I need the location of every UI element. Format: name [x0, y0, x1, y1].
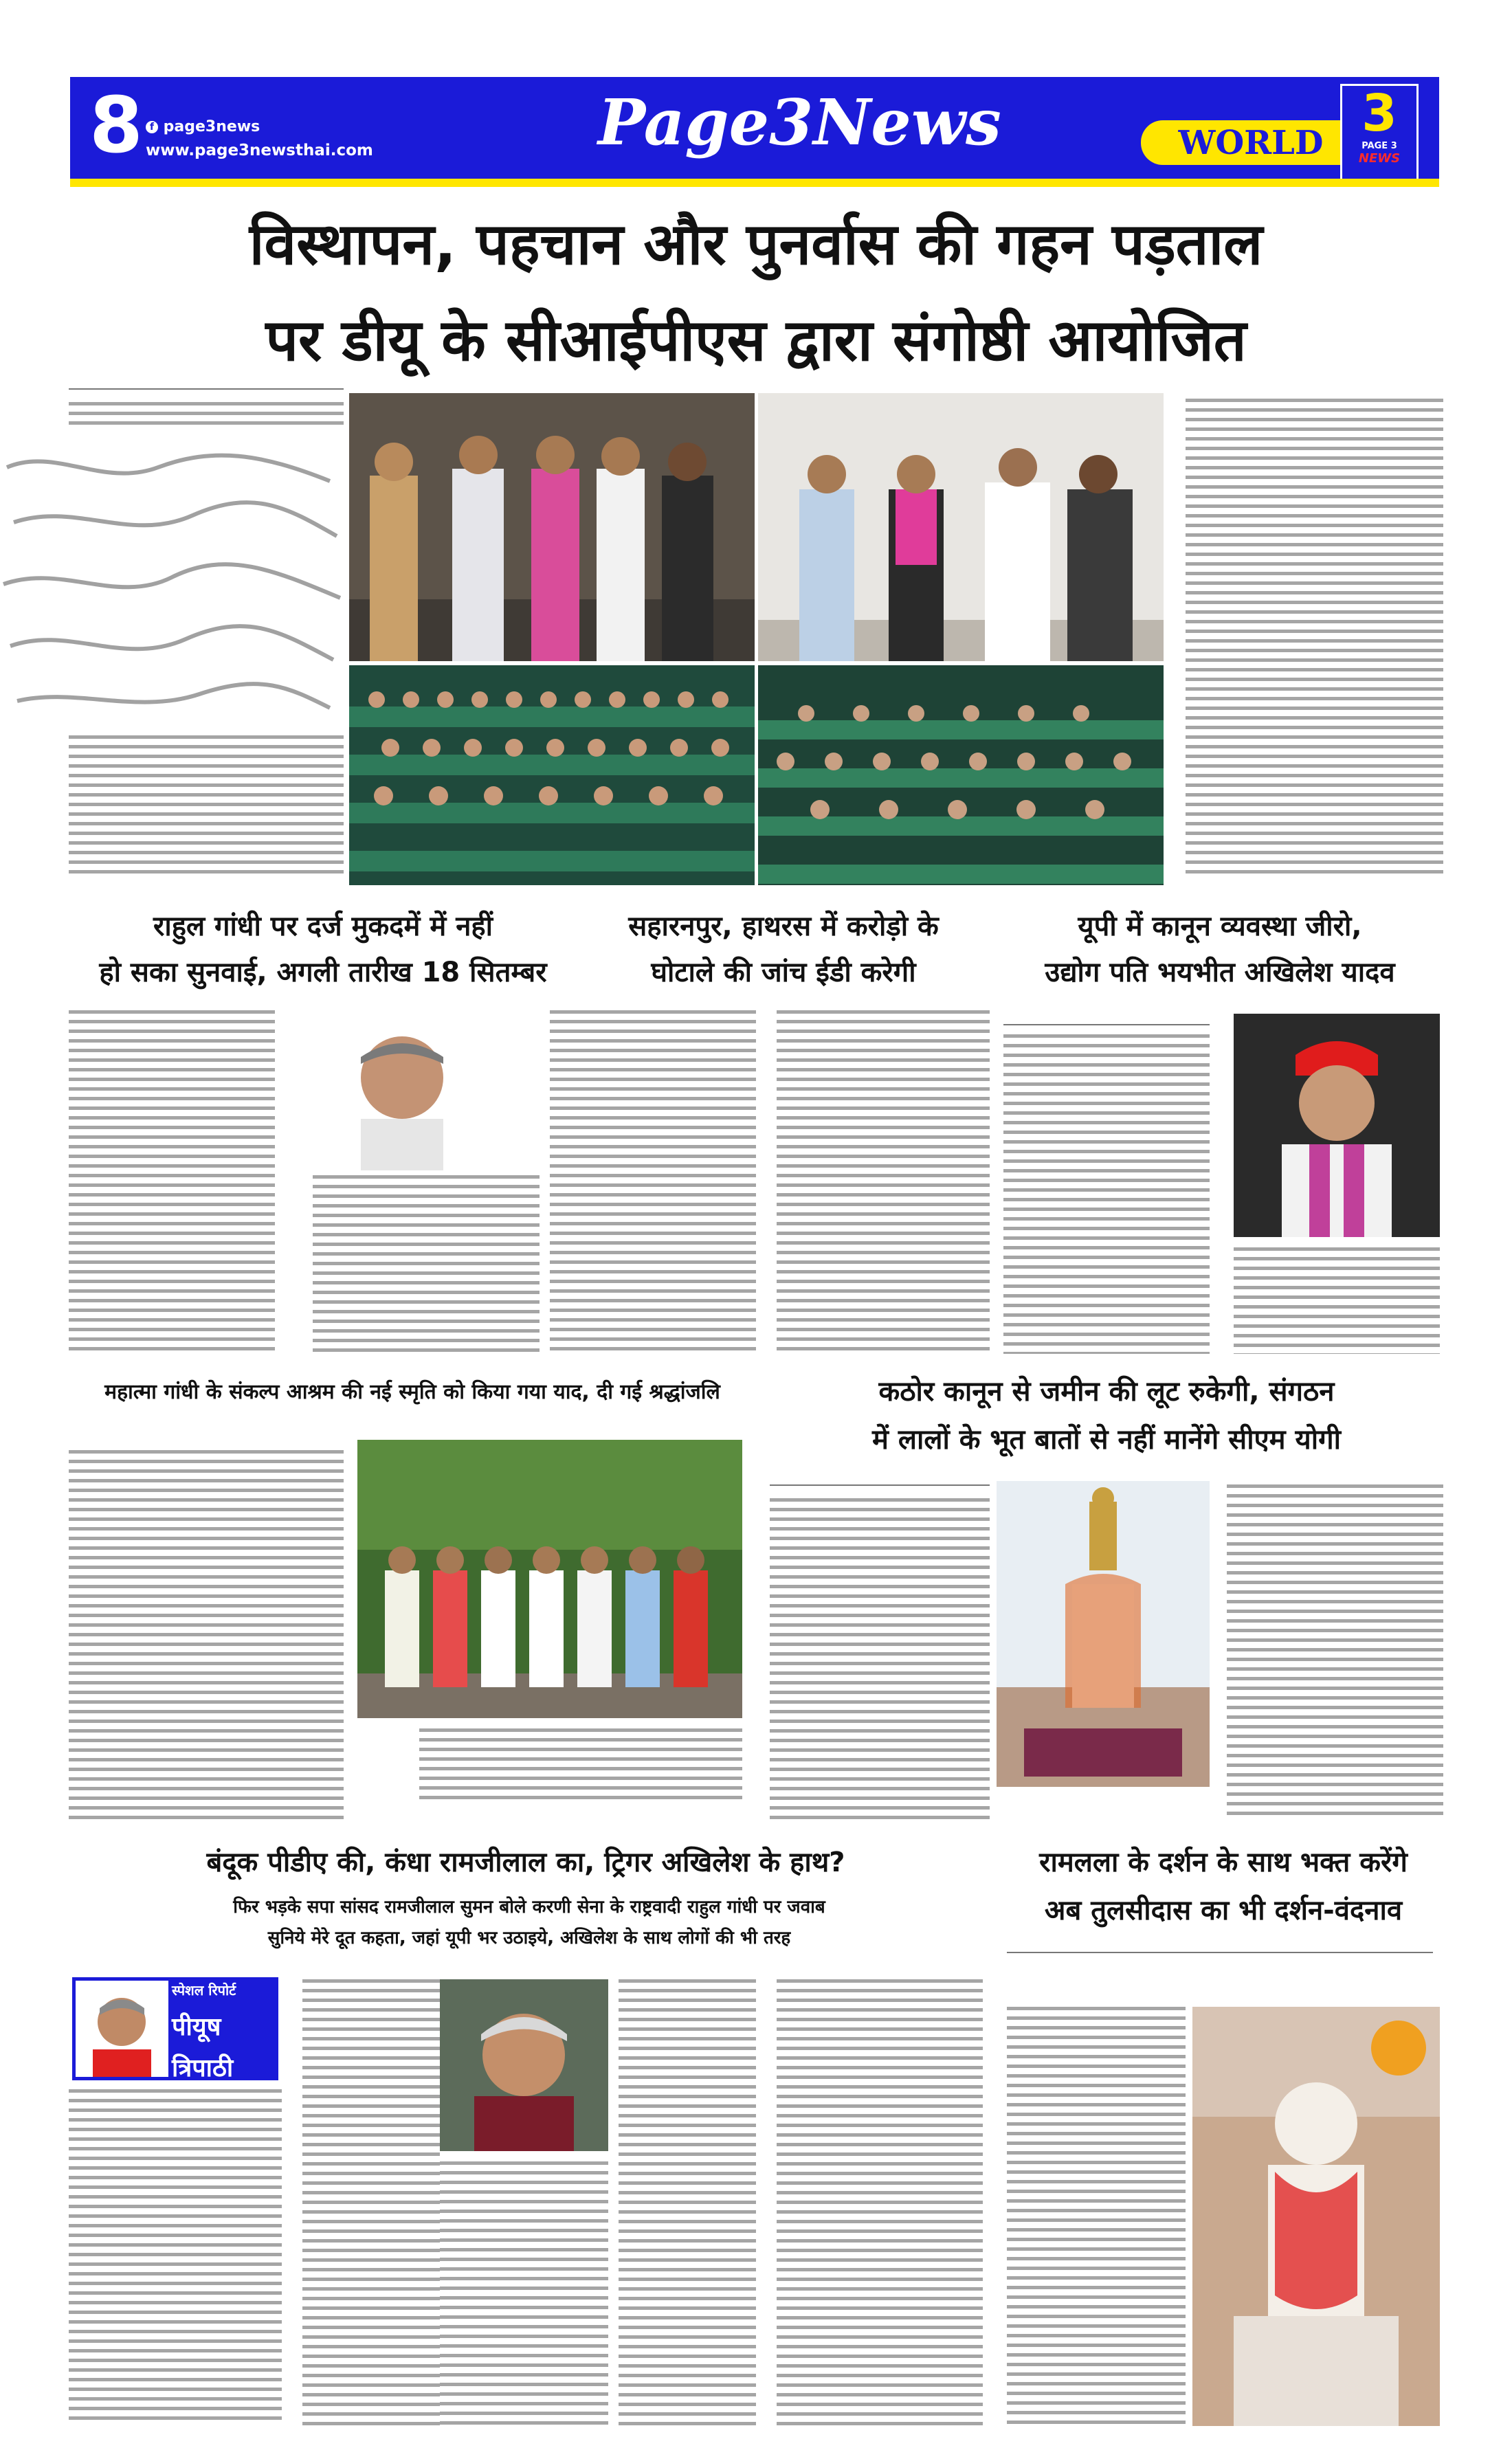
story5-headline: महात्मा गांधी के संकल्प आश्रम की नई स्मृति को किया गया याद, दी गई श्रद्धांजलि: [104, 1380, 720, 1404]
award-photo-graphic: [758, 393, 1164, 661]
logo-sub: PAGE 3: [1361, 141, 1397, 151]
column-rule: [1003, 1024, 1210, 1025]
facebook-icon: f: [146, 121, 158, 133]
story3-headline-line1: सहारनपुर, हाथरस में करोड़ो के: [628, 911, 939, 942]
story2-col2: [313, 1175, 540, 1354]
facebook-handle[interactable]: [146, 118, 260, 135]
lead-left-image-ghost: [0, 440, 344, 728]
story6-headline-line1: कठोर कानून से जमीन की लूट रुकेगी, संगठन: [878, 1376, 1335, 1407]
reporter-name: पीयूष त्रिपाठी: [172, 2013, 234, 2082]
story6-statue-photo: [997, 1481, 1210, 1787]
story7-col4: [619, 1979, 756, 2426]
logo-news: NEWS: [1358, 151, 1401, 166]
section-label: WORLD: [1178, 124, 1324, 162]
website-link[interactable]: www.page3newsthai.com: [146, 142, 373, 159]
column-rule: [69, 388, 344, 390]
audience-photo-graphic-2: [758, 665, 1164, 885]
ghost-text-graphic: [0, 440, 344, 728]
story5-group-photo: [357, 1440, 742, 1718]
masthead-logo: Page3News: [598, 85, 1001, 159]
lead-photo-3: [349, 665, 755, 885]
lead-photo-1: [349, 393, 755, 661]
story3-col1: [550, 1010, 756, 1354]
group-photo-graphic: [349, 393, 755, 661]
column-rule: [770, 1484, 990, 1486]
story3-col2: [777, 1010, 990, 1354]
story2-headline-line2: हो सका सुनवाई, अगली तारीख 18 सितम्बर: [99, 957, 547, 988]
logo-number: 3: [1361, 84, 1397, 143]
statue-photo-graphic: [997, 1481, 1210, 1787]
header-underline: [70, 179, 1439, 187]
lead-left-text: [69, 735, 344, 880]
story4-headline-line2: उद्योग पति भयभीत अखिलेश यादव: [1045, 957, 1395, 988]
page3-logo-badge: [1340, 84, 1419, 186]
special-report-label: स्पेशल रिपोर्ट: [172, 1982, 236, 1999]
story8-headline-line1: रामलला के दर्शन के साथ भक्त करेंगे: [1039, 1847, 1408, 1878]
lead-headline-line2: पर डीयू के सीआईपीएस द्वारा संगोष्ठी आयोजित: [265, 307, 1247, 374]
rahul-gandhi-photo: [313, 1016, 491, 1170]
story7-subline-2: सुनिये मेरे दूत कहता, जहां यूपी भर उठाइये, अखिलेश के साथ लोगों की भी तरह: [267, 1928, 791, 1948]
story8-col1: [1007, 2007, 1186, 2426]
lead-photo-2: [758, 393, 1164, 661]
portrait-graphic: [440, 1979, 608, 2151]
story5-caption: [419, 1728, 742, 1804]
story7-subline-1: फिर भड़के सपा सांसद रामजीलाल सुमन बोले करणी सेना के राष्ट्रवादी राहुल गांधी पर जवाब: [233, 1897, 825, 1917]
akhilesh-yadav-photo: [1234, 1014, 1440, 1237]
story7-col2: [302, 1979, 440, 2426]
story4-col1: [1003, 1034, 1210, 1354]
story7-col3: [440, 2161, 608, 2426]
lead-right-text: [1186, 399, 1443, 880]
facebook-handle-text: page3news: [163, 118, 260, 135]
reporter-photo: [76, 1981, 168, 2077]
lead-photo-4: [758, 665, 1164, 885]
portrait-graphic: [1234, 1014, 1440, 1237]
story7-col5: [777, 1979, 983, 2426]
lead-byline: [69, 402, 344, 430]
story2-headline-line1: राहुल गांधी पर दर्ज मुकदमें में नहीं: [153, 911, 493, 942]
column-rule: [1007, 1952, 1433, 1953]
audience-photo-graphic: [349, 665, 755, 885]
tulsidas-statue-photo: [1192, 2007, 1440, 2426]
story3-headline-line2: घोटाले की जांच ईडी करेगी: [651, 957, 916, 988]
group-photo-graphic: [357, 1440, 742, 1718]
story5-col1: [69, 1450, 344, 1821]
story2-col1: [69, 1010, 275, 1354]
story8-headline-line2: अब तुलसीदास का भी दर्शन-वंदनाव: [1044, 1895, 1403, 1926]
story4-col2: [1234, 1247, 1440, 1354]
story6-headline-line2: में लालों के भूत बातों से नहीं मानेंगे सीएम योगी: [872, 1424, 1341, 1456]
portrait-graphic: [313, 1016, 491, 1170]
story6-col2: [1227, 1484, 1443, 1821]
story7-headline: बंदूक पीडीए की, कंधा रामजीलाल का, ट्रिगर अखिलेश के हाथ?: [206, 1847, 845, 1878]
ramjilal-suman-photo: [440, 1979, 608, 2151]
lead-headline-line1: विस्थापन, पहचान और पुनर्वास की गहन पड़ताल: [249, 210, 1263, 278]
statue-photo-graphic: [1192, 2007, 1440, 2426]
story6-col1: [770, 1498, 990, 1821]
story4-headline-line1: यूपी में कानून व्यवस्था जीरो,: [1078, 911, 1362, 942]
story7-col1: [69, 2089, 282, 2426]
page-number: 8: [89, 81, 143, 170]
